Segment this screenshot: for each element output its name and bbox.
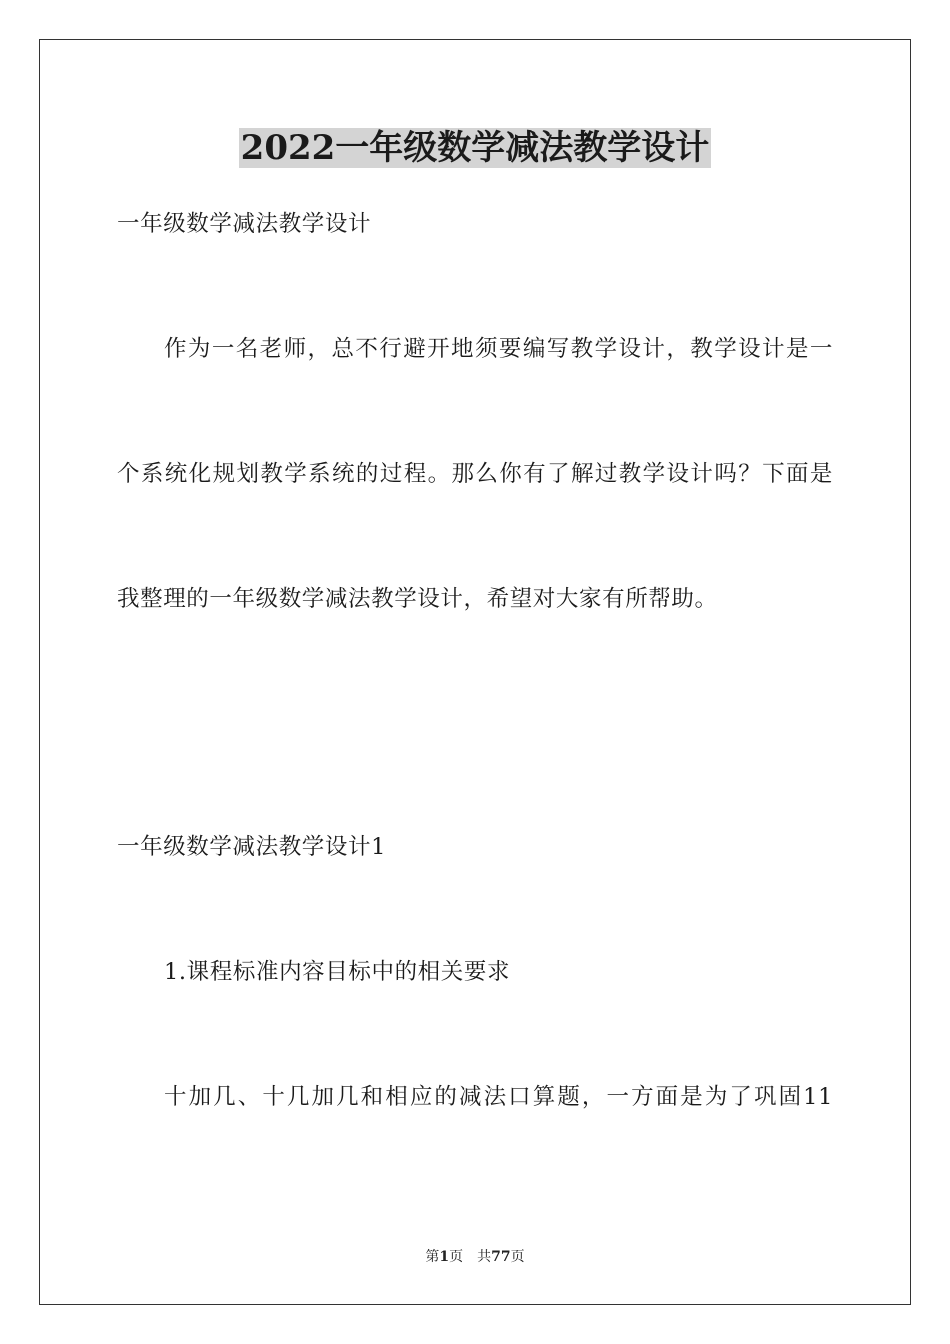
item-heading: 1.课程标准内容目标中的相关要求 (164, 959, 511, 985)
document-subtitle: 一年级数学减法教学设计 (117, 211, 372, 237)
intro-paragraph-line-1: 作为一名老师，总不行避开地须要编写教学设计，教学设计是一 (164, 336, 833, 362)
intro-paragraph-line-2: 个系统化规划教学系统的过程。那么你有了解过教学设计吗？下面是 (117, 461, 833, 487)
footer-total-suffix: 页 (510, 1249, 525, 1265)
footer-page-suffix: 页 (449, 1249, 464, 1265)
intro-paragraph-line-3: 我整理的一年级数学减法教学设计，希望对大家有所帮助。 (117, 586, 718, 612)
document-title-text: 2022一年级数学减法教学设计 (240, 128, 710, 168)
footer-total-prefix: 共 (477, 1249, 492, 1265)
document-title (0, 126, 950, 170)
footer-total-pages: 77 (491, 1249, 511, 1265)
footer-page-prefix: 第 (425, 1249, 440, 1265)
section-heading: 一年级数学减法教学设计1 (117, 834, 387, 860)
footer-page-number: 1 (439, 1249, 450, 1265)
page-footer (0, 1248, 950, 1266)
body-paragraph-line: 十加几、十几加几和相应的减法口算题，一方面是为了巩固11 (164, 1084, 833, 1110)
